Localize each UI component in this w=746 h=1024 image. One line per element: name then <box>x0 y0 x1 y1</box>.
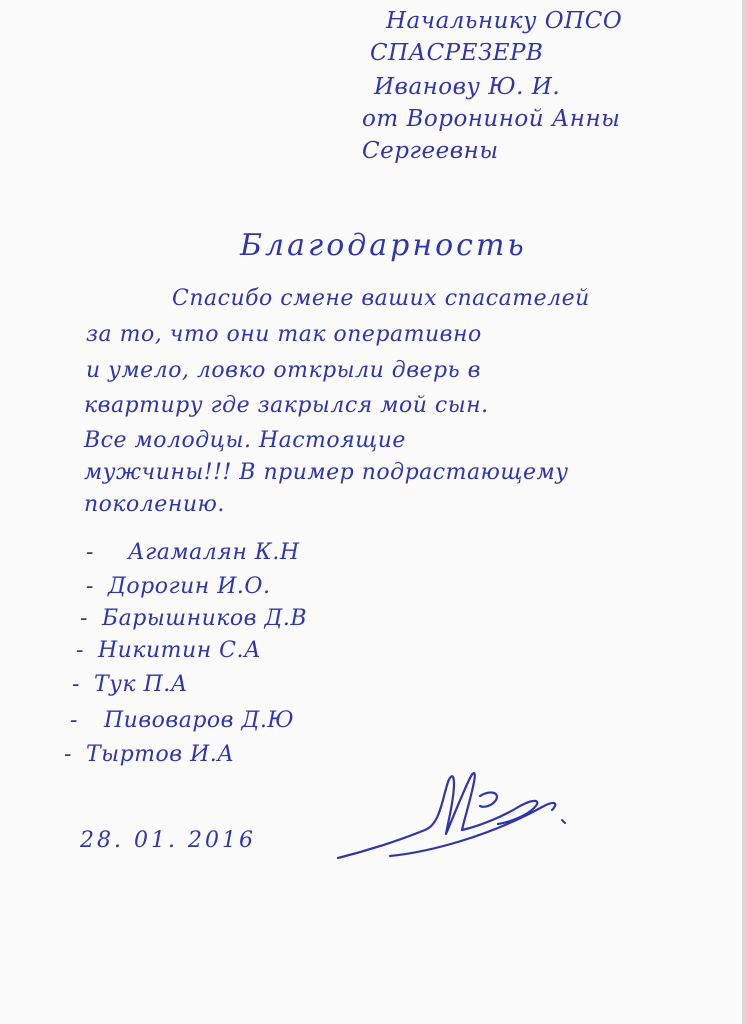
body-line: поколению. <box>84 492 225 517</box>
addressee-line: Начальнику ОПСО <box>386 8 623 34</box>
body-line: квартиру где закрылся мой сын. <box>84 393 489 418</box>
addressee-line: СПАСРЕЗЕРВ <box>370 40 544 66</box>
signature-mark <box>330 760 570 870</box>
letter-date: 28. 01. 2016 <box>80 828 256 853</box>
body-line: и умело, ловко открыли дверь в <box>86 358 481 383</box>
body-line: Спасибо смене ваших спасателей <box>172 286 590 311</box>
team-member <box>86 574 270 599</box>
team-member <box>70 708 294 733</box>
team-member <box>86 540 300 565</box>
list-dash: - <box>72 672 80 697</box>
sender-line: от Ворониной Анны <box>362 106 621 132</box>
member-name: Тук П.А <box>94 672 188 697</box>
member-name: Тыртов И.А <box>86 742 235 767</box>
letter-title: Благодарность <box>240 228 527 263</box>
list-dash: - <box>64 742 72 767</box>
member-name: Агамалян К.Н <box>128 540 300 565</box>
body-line: за то, что они так оперативно <box>86 322 482 347</box>
list-dash: - <box>86 540 94 565</box>
page-edge-shadow <box>742 0 746 1024</box>
list-dash: - <box>76 638 84 663</box>
team-member <box>80 606 307 631</box>
body-line: мужчины!!! В пример подрастающему <box>84 460 569 485</box>
team-member <box>76 638 261 663</box>
list-dash: - <box>80 606 88 631</box>
member-name: Никитин С.А <box>98 638 262 663</box>
member-name: Дорогин И.О. <box>108 574 271 599</box>
member-name: Пивоваров Д.Ю <box>104 708 295 733</box>
list-dash: - <box>86 574 94 599</box>
addressee-line: Иванову Ю. И. <box>374 74 561 100</box>
team-member <box>64 742 234 767</box>
team-member <box>72 672 188 697</box>
member-name: Барышников Д.В <box>102 606 308 631</box>
sender-line: Сергеевны <box>362 138 499 164</box>
body-line: Все молодцы. Настоящие <box>84 428 406 453</box>
list-dash: - <box>70 708 78 733</box>
